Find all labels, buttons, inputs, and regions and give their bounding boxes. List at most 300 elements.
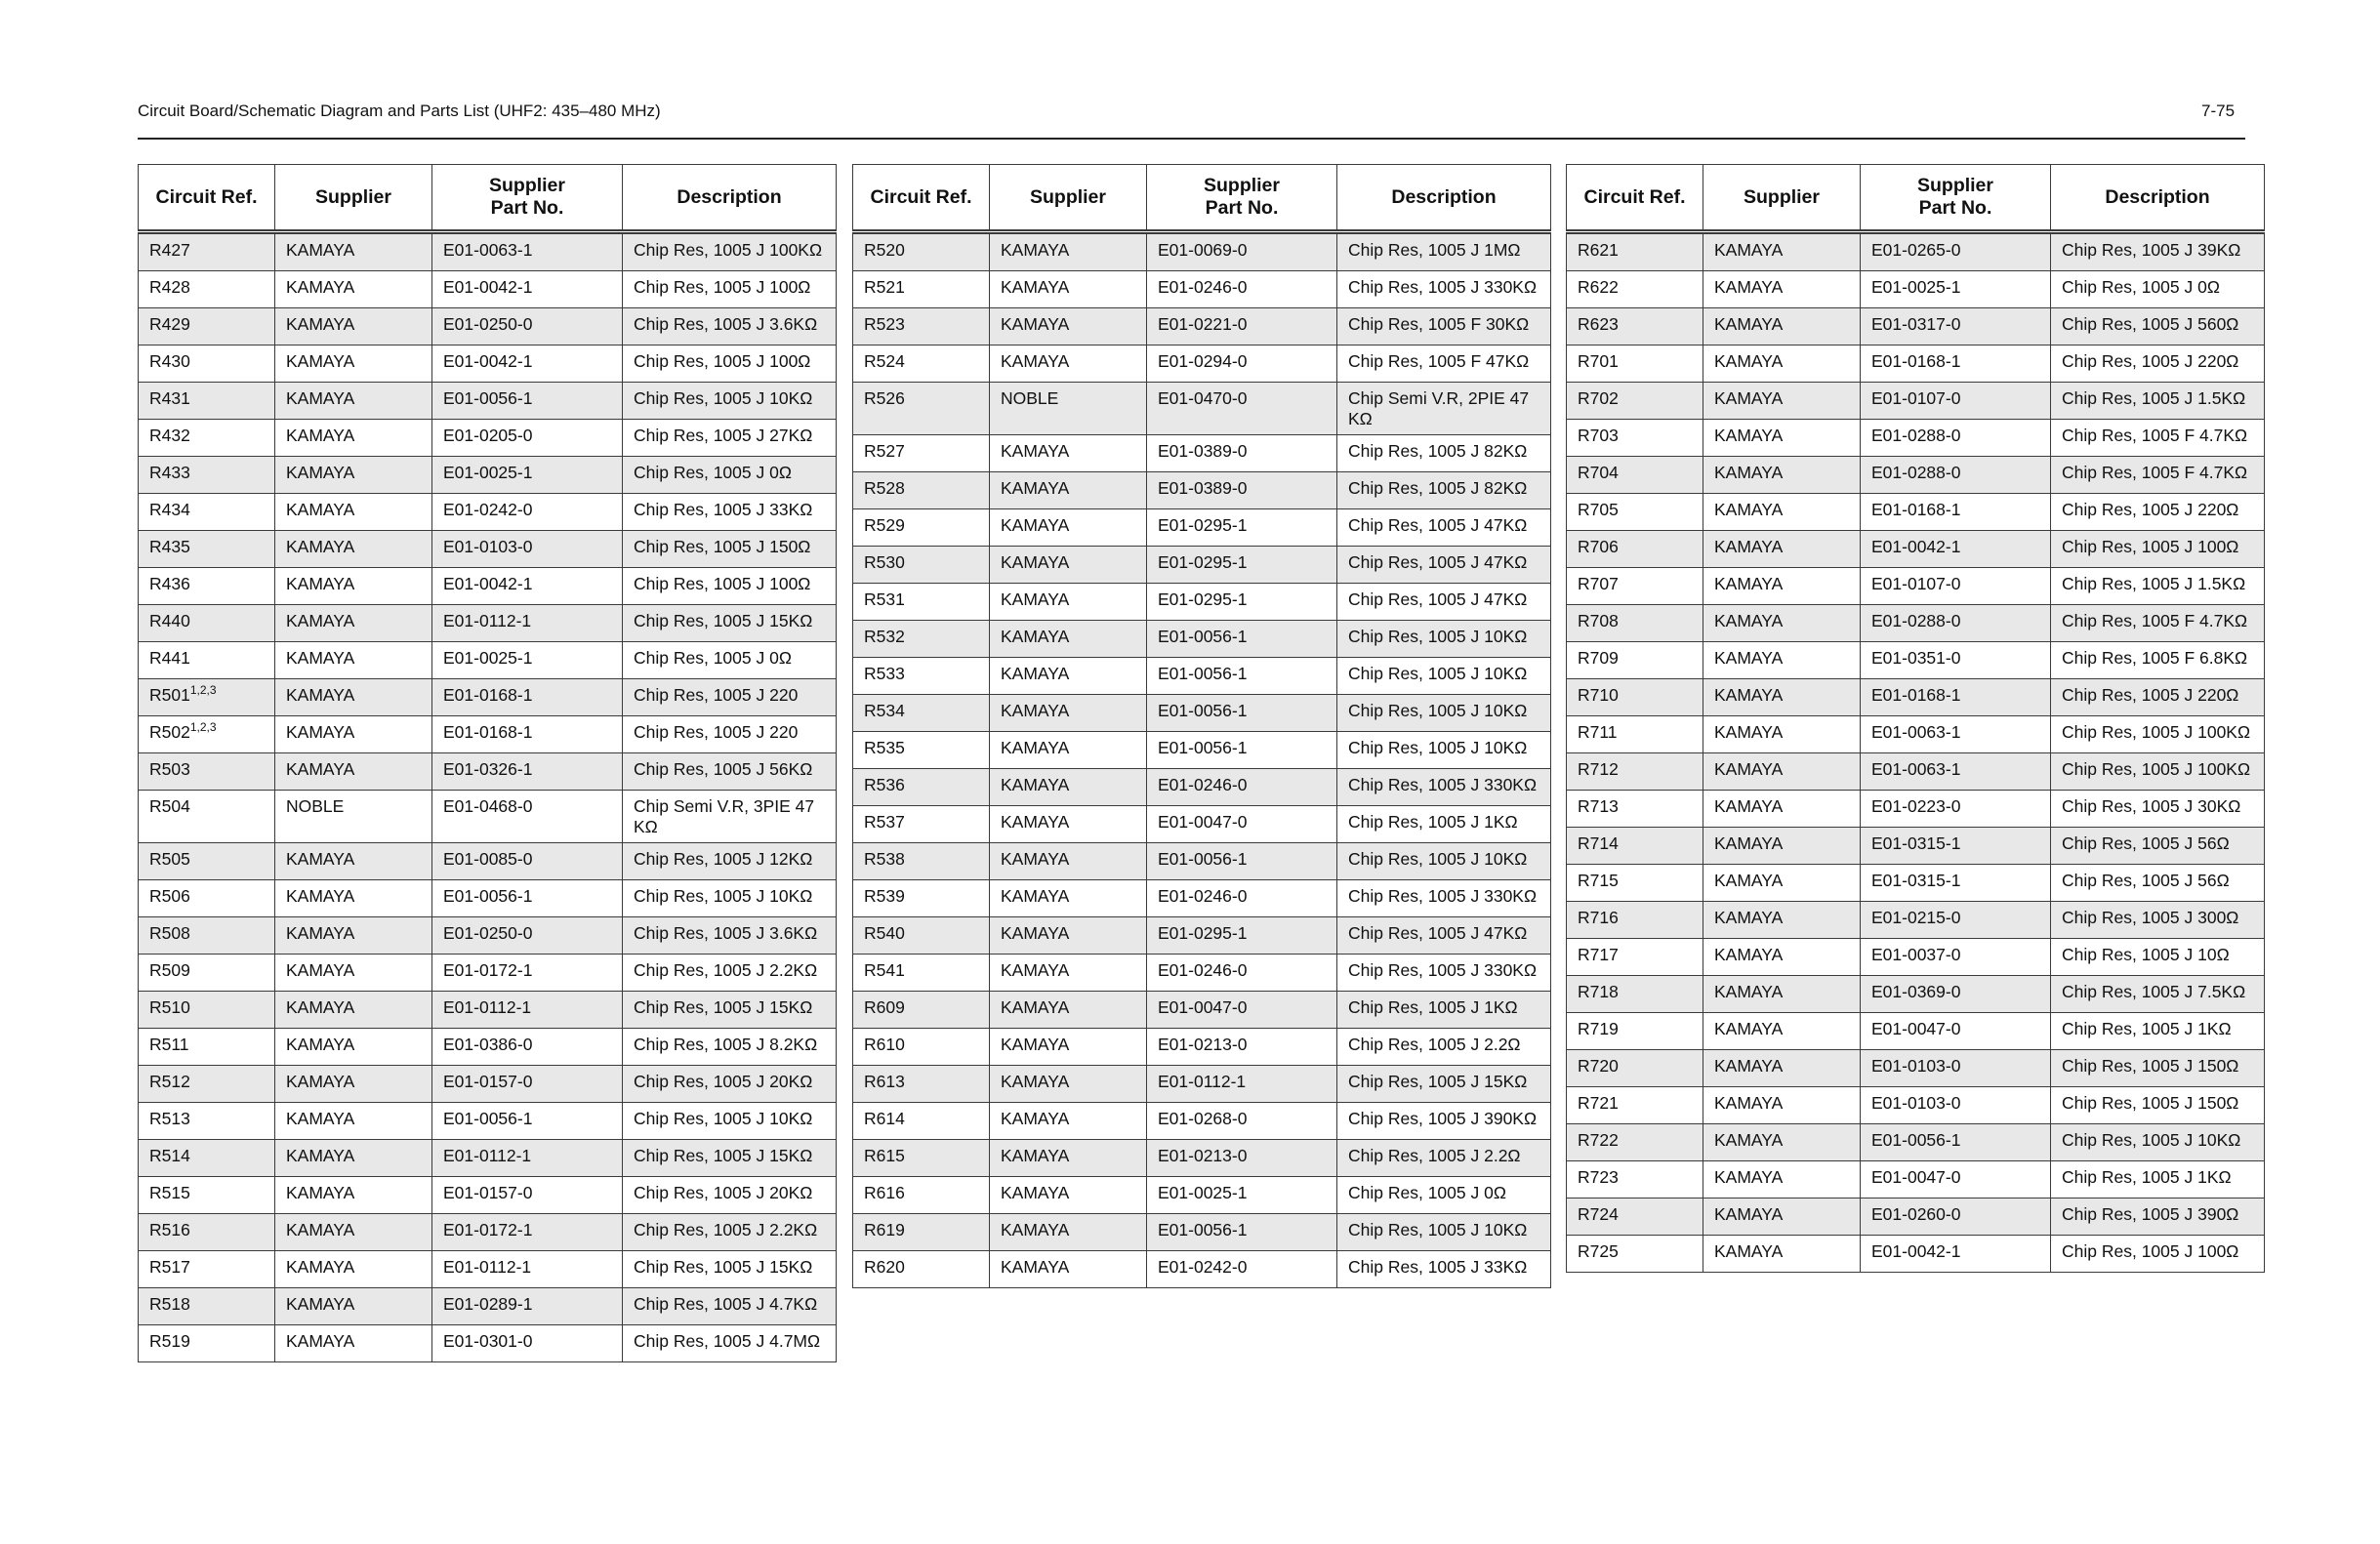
cell-description: Chip Res, 1005 J 12KΩ [623,843,837,880]
cell-description: Chip Res, 1005 J 20KΩ [623,1177,837,1214]
cell-circuit-ref [139,605,275,642]
cell-circuit-ref [1567,902,1703,939]
cell-part-number: E01-0103-0 [432,531,623,568]
circuit-ref-text: R431 [149,388,190,408]
circuit-ref-text: R440 [149,611,190,630]
cell-description: Chip Res, 1005 J 47KΩ [1337,917,1551,955]
cell-part-number: E01-0063-1 [1861,716,2051,753]
circuit-ref-text: R536 [864,775,905,794]
cell-circuit-ref [139,843,275,880]
table-row [853,1029,1551,1066]
cell-part-number: E01-0288-0 [1861,420,2051,457]
cell-description: Chip Semi V.R, 3PIE 47 KΩ [623,791,837,843]
cell-supplier: KAMAYA [1703,383,1861,420]
table-row [1567,1013,2265,1050]
table-row [1567,679,2265,716]
circuit-ref-text: R505 [149,849,190,869]
cell-circuit-ref [853,1066,990,1103]
table-row [139,880,837,917]
cell-part-number: E01-0063-1 [1861,753,2051,791]
parts-table-header [139,165,837,232]
cell-part-number: E01-0112-1 [432,1251,623,1288]
cell-description: Chip Res, 1005 J 100Ω [2051,1236,2265,1273]
cell-circuit-ref [853,435,990,472]
cell-circuit-ref [853,472,990,509]
cell-part-number: E01-0056-1 [432,383,623,420]
cell-description: Chip Res, 1005 J 100Ω [623,345,837,383]
table-row [139,383,837,420]
table-row [853,843,1551,880]
cell-circuit-ref [1567,828,1703,865]
circuit-ref-text: R712 [1578,759,1619,779]
cell-part-number: E01-0289-1 [432,1288,623,1325]
cell-description: Chip Res, 1005 J 330KΩ [1337,271,1551,308]
circuit-ref-text: R502 [149,722,190,742]
cell-description: Chip Res, 1005 F 4.7KΩ [2051,605,2265,642]
cell-part-number: E01-0389-0 [1147,472,1337,509]
cell-description: Chip Res, 1005 J 1KΩ [2051,1013,2265,1050]
cell-description: Chip Res, 1005 J 4.7MΩ [623,1325,837,1362]
cell-description: Chip Res, 1005 J 15KΩ [623,605,837,642]
cell-supplier: KAMAYA [990,769,1147,806]
cell-supplier: KAMAYA [1703,232,1861,271]
cell-circuit-ref [1567,865,1703,902]
cell-part-number: E01-0317-0 [1861,308,2051,345]
cell-supplier: KAMAYA [990,992,1147,1029]
circuit-ref-text: R713 [1578,796,1619,816]
circuit-ref-text: R710 [1578,685,1619,705]
col-header-supplier: Supplier [275,165,432,232]
cell-circuit-ref [853,992,990,1029]
cell-part-number: E01-0063-1 [432,232,623,271]
cell-part-number: E01-0315-1 [1861,828,2051,865]
table-row [853,232,1551,271]
cell-part-number: E01-0025-1 [1861,271,2051,308]
table-row [1567,383,2265,420]
cell-circuit-ref [139,345,275,383]
cell-description: Chip Res, 1005 J 1KΩ [2051,1161,2265,1199]
table-row [853,547,1551,584]
cell-circuit-ref [139,232,275,271]
cell-circuit-ref [139,679,275,716]
cell-supplier: KAMAYA [275,457,432,494]
cell-circuit-ref [1567,1161,1703,1199]
cell-supplier: KAMAYA [275,232,432,271]
cell-description: Chip Res, 1005 J 33KΩ [623,494,837,531]
circuit-ref-text: R531 [864,589,905,609]
table-row [139,917,837,955]
cell-supplier: KAMAYA [990,621,1147,658]
circuit-ref-text: R707 [1578,574,1619,593]
circuit-ref-text: R510 [149,997,190,1017]
table-row [853,806,1551,843]
cell-circuit-ref [1567,1124,1703,1161]
cell-supplier: KAMAYA [990,584,1147,621]
table-row [1567,271,2265,308]
circuit-ref-text: R725 [1578,1241,1619,1261]
cell-part-number: E01-0056-1 [1147,732,1337,769]
cell-description: Chip Res, 1005 J 7.5KΩ [2051,976,2265,1013]
cell-part-number: E01-0265-0 [1861,232,2051,271]
cell-description: Chip Res, 1005 J 2.2Ω [1337,1029,1551,1066]
cell-supplier: KAMAYA [275,494,432,531]
table-row [853,621,1551,658]
cell-supplier: KAMAYA [1703,1013,1861,1050]
cell-part-number: E01-0294-0 [1147,345,1337,383]
circuit-ref-text: R511 [149,1035,189,1054]
cell-supplier: KAMAYA [1703,1236,1861,1273]
cell-description: Chip Res, 1005 J 47KΩ [1337,509,1551,547]
table-row [1567,568,2265,605]
circuit-ref-text: R541 [864,960,905,980]
cell-supplier: KAMAYA [275,531,432,568]
cell-supplier: KAMAYA [990,917,1147,955]
cell-part-number: E01-0295-1 [1147,584,1337,621]
cell-part-number: E01-0037-0 [1861,939,2051,976]
cell-circuit-ref [1567,383,1703,420]
circuit-ref-text: R529 [864,515,905,535]
table-row [139,1288,837,1325]
cell-part-number: E01-0215-0 [1861,902,2051,939]
cell-circuit-ref [853,880,990,917]
cell-supplier: KAMAYA [275,716,432,753]
cell-part-number: E01-0221-0 [1147,308,1337,345]
circuit-ref-text: R501 [149,685,190,705]
col-header-circuit-ref: Circuit Ref. [1567,165,1703,232]
circuit-ref-text: R534 [864,701,905,720]
cell-description: Chip Res, 1005 J 15KΩ [623,1251,837,1288]
table-row [1567,902,2265,939]
cell-circuit-ref [853,1251,990,1288]
table-row [1567,865,2265,902]
cell-part-number: E01-0168-1 [1861,494,2051,531]
circuit-ref-text: R436 [149,574,190,593]
cell-supplier: KAMAYA [1703,494,1861,531]
circuit-ref-text: R506 [149,886,190,906]
cell-supplier: KAMAYA [275,420,432,457]
cell-description: Chip Res, 1005 J 0Ω [2051,271,2265,308]
cell-description: Chip Res, 1005 J 100KΩ [2051,716,2265,753]
table-row [1567,420,2265,457]
col-header-supplier-part-no: Supplier Part No. [1147,165,1337,232]
circuit-ref-text: R516 [149,1220,190,1239]
cell-part-number: E01-0056-1 [1861,1124,2051,1161]
cell-part-number: E01-0246-0 [1147,271,1337,308]
cell-part-number: E01-0351-0 [1861,642,2051,679]
cell-circuit-ref [139,420,275,457]
cell-description: Chip Res, 1005 J 220Ω [2051,345,2265,383]
table-row [1567,753,2265,791]
cell-description: Chip Res, 1005 J 56KΩ [623,753,837,791]
cell-part-number: E01-0369-0 [1861,976,2051,1013]
table-row [139,1066,837,1103]
cell-supplier: KAMAYA [275,679,432,716]
cell-part-number: E01-0047-0 [1861,1013,2051,1050]
cell-part-number: E01-0468-0 [432,791,623,843]
cell-circuit-ref [1567,791,1703,828]
cell-circuit-ref [853,843,990,880]
table-row [139,992,837,1029]
cell-circuit-ref [1567,531,1703,568]
cell-description: Chip Res, 1005 F 4.7KΩ [2051,420,2265,457]
circuit-ref-text: R723 [1578,1167,1619,1187]
circuit-ref-footnote: 1,2,3 [189,683,217,698]
cell-description: Chip Res, 1005 J 47KΩ [1337,584,1551,621]
cell-description: Chip Res, 1005 J 0Ω [623,642,837,679]
circuit-ref-text: R709 [1578,648,1619,668]
cell-part-number: E01-0107-0 [1861,383,2051,420]
table-row [139,1140,837,1177]
cell-part-number: E01-0157-0 [432,1066,623,1103]
cell-part-number: E01-0056-1 [1147,658,1337,695]
col-header-circuit-ref: Circuit Ref. [139,165,275,232]
circuit-ref-text: R512 [149,1072,190,1091]
table-row [139,1325,837,1362]
cell-description: Chip Res, 1005 J 10KΩ [623,1103,837,1140]
cell-part-number: E01-0168-1 [432,679,623,716]
cell-part-number: E01-0326-1 [432,753,623,791]
circuit-ref-text: R613 [864,1072,905,1091]
cell-circuit-ref [1567,642,1703,679]
cell-supplier: KAMAYA [990,695,1147,732]
cell-supplier: KAMAYA [1703,457,1861,494]
cell-circuit-ref [139,1029,275,1066]
circuit-ref-text: R508 [149,923,190,943]
circuit-ref-text: R537 [864,812,905,832]
table-row [1567,232,2265,271]
cell-description: Chip Res, 1005 F 47KΩ [1337,345,1551,383]
cell-circuit-ref [1567,345,1703,383]
cell-description: Chip Res, 1005 J 1KΩ [1337,806,1551,843]
cell-description: Chip Res, 1005 J 10KΩ [1337,843,1551,880]
table-row [853,345,1551,383]
cell-description: Chip Res, 1005 J 30KΩ [2051,791,2265,828]
cell-supplier: KAMAYA [1703,271,1861,308]
cell-part-number: E01-0242-0 [1147,1251,1337,1288]
cell-supplier: KAMAYA [275,880,432,917]
table-row [1567,1124,2265,1161]
cell-part-number: E01-0056-1 [432,1103,623,1140]
cell-description: Chip Res, 1005 J 2.2KΩ [623,955,837,992]
circuit-ref-text: R533 [864,664,905,683]
table-row [853,1177,1551,1214]
cell-description: Chip Res, 1005 J 100KΩ [2051,753,2265,791]
cell-part-number: E01-0213-0 [1147,1029,1337,1066]
table-row [139,308,837,345]
table-row [139,753,837,791]
circuit-ref-text: R427 [149,240,190,260]
cell-circuit-ref [139,308,275,345]
circuit-ref-text: R715 [1578,871,1619,890]
cell-supplier: KAMAYA [990,435,1147,472]
cell-description: Chip Res, 1005 J 10KΩ [1337,695,1551,732]
cell-supplier: KAMAYA [275,271,432,308]
cell-part-number: E01-0025-1 [1147,1177,1337,1214]
cell-supplier: KAMAYA [990,547,1147,584]
cell-circuit-ref [1567,494,1703,531]
cell-supplier: KAMAYA [990,1066,1147,1103]
cell-part-number: E01-0112-1 [432,992,623,1029]
cell-part-number: E01-0042-1 [432,568,623,605]
cell-circuit-ref [853,769,990,806]
table-row [1567,1050,2265,1087]
table-row [853,509,1551,547]
circuit-ref-text: R619 [864,1220,905,1239]
cell-part-number: E01-0268-0 [1147,1103,1337,1140]
col-header-description: Description [1337,165,1551,232]
table-row [139,1103,837,1140]
cell-description: Chip Res, 1005 J 2.2Ω [1337,1140,1551,1177]
cell-part-number: E01-0042-1 [432,271,623,308]
cell-part-number: E01-0047-0 [1147,992,1337,1029]
cell-description: Chip Res, 1005 J 82KΩ [1337,435,1551,472]
table-row [853,992,1551,1029]
cell-supplier: KAMAYA [1703,605,1861,642]
circuit-ref-text: R614 [864,1109,905,1128]
cell-part-number: E01-0056-1 [1147,1214,1337,1251]
table-row [853,1214,1551,1251]
table-row [139,605,837,642]
cell-part-number: E01-0112-1 [432,1140,623,1177]
cell-description: Chip Res, 1005 J 100Ω [623,568,837,605]
circuit-ref-text: R540 [864,923,905,943]
cell-part-number: E01-0223-0 [1861,791,2051,828]
circuit-ref-text: R719 [1578,1019,1619,1038]
cell-supplier: KAMAYA [275,1288,432,1325]
cell-circuit-ref [139,1177,275,1214]
table-row [1567,308,2265,345]
cell-circuit-ref [139,955,275,992]
cell-description: Chip Res, 1005 J 10KΩ [1337,732,1551,769]
cell-supplier: KAMAYA [1703,1124,1861,1161]
table-row [853,769,1551,806]
cell-description: Chip Res, 1005 J 1.5KΩ [2051,568,2265,605]
cell-circuit-ref [1567,1013,1703,1050]
cell-part-number: E01-0056-1 [432,880,623,917]
cell-part-number: E01-0301-0 [432,1325,623,1362]
table-row [139,271,837,308]
table-row [853,732,1551,769]
cell-part-number: E01-0157-0 [432,1177,623,1214]
cell-description: Chip Res, 1005 J 82KΩ [1337,472,1551,509]
cell-circuit-ref [139,1251,275,1288]
cell-description: Chip Res, 1005 J 10Ω [2051,939,2265,976]
cell-supplier: NOBLE [990,383,1147,435]
col-header-description: Description [623,165,837,232]
cell-description: Chip Res, 1005 J 330KΩ [1337,955,1551,992]
table-row [139,1251,837,1288]
col-header-supplier: Supplier [1703,165,1861,232]
cell-supplier: KAMAYA [275,1066,432,1103]
table-row [853,658,1551,695]
circuit-ref-text: R527 [864,441,905,461]
cell-description: Chip Res, 1005 F 6.8KΩ [2051,642,2265,679]
page-number: 7-75 [2201,102,2236,120]
cell-part-number: E01-0056-1 [1147,695,1337,732]
cell-circuit-ref [139,1066,275,1103]
table-row [853,472,1551,509]
parts-table-header [853,165,1551,232]
cell-description: Chip Res, 1005 J 330KΩ [1337,769,1551,806]
cell-description: Chip Res, 1005 J 330KΩ [1337,880,1551,917]
circuit-ref-text: R429 [149,314,190,334]
table-row [853,955,1551,992]
cell-supplier: KAMAYA [275,992,432,1029]
cell-part-number: E01-0047-0 [1147,806,1337,843]
cell-supplier: KAMAYA [990,1177,1147,1214]
cell-supplier: KAMAYA [275,308,432,345]
cell-circuit-ref [853,271,990,308]
cell-part-number: E01-0069-0 [1147,232,1337,271]
cell-circuit-ref [139,880,275,917]
cell-circuit-ref [139,1103,275,1140]
cell-circuit-ref [1567,420,1703,457]
cell-part-number: E01-0246-0 [1147,769,1337,806]
cell-description: Chip Res, 1005 J 1MΩ [1337,232,1551,271]
cell-supplier: KAMAYA [990,1214,1147,1251]
cell-description: Chip Res, 1005 J 8.2KΩ [623,1029,837,1066]
cell-circuit-ref [139,642,275,679]
cell-part-number: E01-0386-0 [432,1029,623,1066]
cell-part-number: E01-0246-0 [1147,955,1337,992]
header-divider [138,138,2245,140]
cell-description: Chip Res, 1005 J 0Ω [623,457,837,494]
table-row [1567,716,2265,753]
cell-description: Chip Res, 1005 J 220 [623,679,837,716]
cell-part-number: E01-0168-1 [1861,345,2051,383]
cell-part-number: E01-0025-1 [432,642,623,679]
cell-circuit-ref [139,568,275,605]
cell-supplier: KAMAYA [990,1251,1147,1288]
cell-part-number: E01-0056-1 [1147,843,1337,880]
circuit-ref-text: R714 [1578,833,1619,853]
cell-circuit-ref [853,917,990,955]
cell-circuit-ref [853,383,990,435]
cell-supplier: KAMAYA [990,658,1147,695]
cell-part-number: E01-0042-1 [432,345,623,383]
table-row [139,568,837,605]
circuit-ref-text: R609 [864,997,905,1017]
circuit-ref-text: R432 [149,426,190,445]
cell-supplier: KAMAYA [990,732,1147,769]
col-header-circuit-ref: Circuit Ref. [853,165,990,232]
circuit-ref-text: R703 [1578,426,1619,445]
cell-circuit-ref [1567,271,1703,308]
cell-supplier: KAMAYA [990,308,1147,345]
cell-circuit-ref [853,1214,990,1251]
circuit-ref-text: R504 [149,796,190,816]
cell-supplier: KAMAYA [1703,1161,1861,1199]
circuit-ref-text: R708 [1578,611,1619,630]
circuit-ref-text: R520 [864,240,905,260]
circuit-ref-text: R720 [1578,1056,1619,1076]
table-row [853,383,1551,435]
cell-part-number: E01-0288-0 [1861,457,2051,494]
cell-description: Chip Res, 1005 J 0Ω [1337,1177,1551,1214]
cell-circuit-ref [1567,568,1703,605]
cell-supplier: KAMAYA [1703,716,1861,753]
cell-part-number: E01-0047-0 [1861,1161,2051,1199]
cell-circuit-ref [1567,939,1703,976]
cell-circuit-ref [853,232,990,271]
circuit-ref-footnote: 1,2,3 [189,720,217,735]
table-row [139,420,837,457]
page-header-title: Circuit Board/Schematic Diagram and Parts List (UHF2: 435–480 MHz) [138,102,661,120]
cell-circuit-ref [853,345,990,383]
table-row [139,457,837,494]
circuit-ref-text: R513 [149,1109,190,1128]
cell-supplier: KAMAYA [1703,865,1861,902]
